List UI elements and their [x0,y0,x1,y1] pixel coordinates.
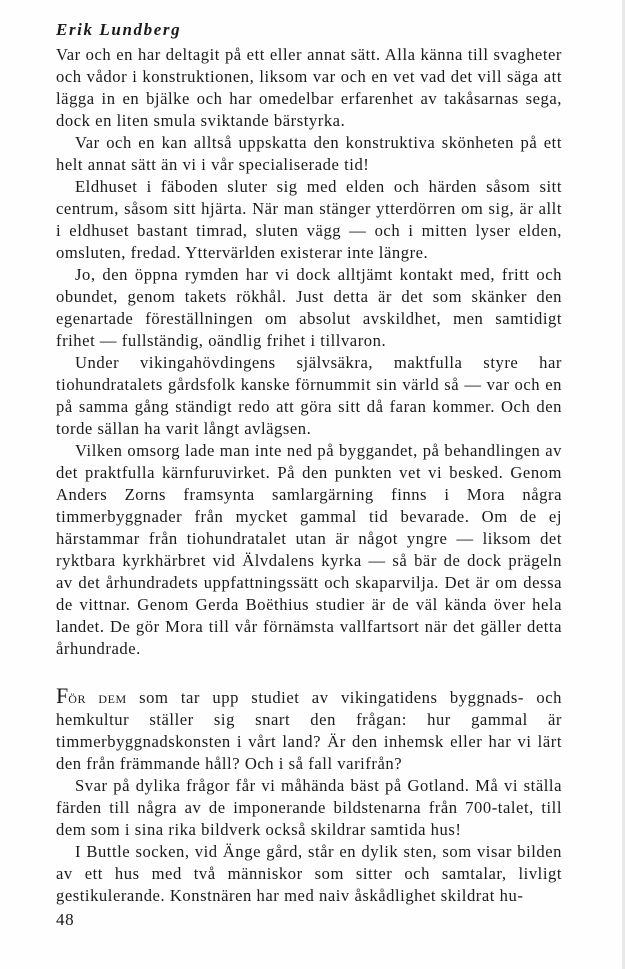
paragraph: Var och en har deltagit på ett eller annat sätt. Alla känna till svagheter och vådor i konstruktionen, liksom var och en vet vad det vill säga att lägga in en bjälke och har omedelbar erfarenhet av takåsarnas sega, dock en liten smula sviktande bärstyrka. [56,45,562,130]
opening-text: som tar upp studiet av vikingatidens byggnads- och hemkultur ställer sig snart den frågan: hur gammal är timmerbyggnadskonsten i vårt land? Är den inhemsk eller har vi lärt den från främmande håll? Och i så fall varifrån? [56,688,562,773]
paragraph: Var och en kan alltså uppskatta den konstruktiva skönheten på ett helt annat sätt än vi i vår specialiserade tid! [56,133,562,174]
section-opening-paragraph [56,685,562,775]
paragraph: Vilken omsorg lade man inte ned på byggandet, på behandlingen av det praktfulla kärnfuruvirket. På den punkten vet vi besked. Genom Anders Zorns framsynta samlargärning finns i Mora några timmerbyggnader från mycket gammal tid bevarade. Om de ej härstammar från tiohundratalet utan är något yngre — liksom det ryktbara kyrkhärbret vid Älvdalens kyrka — så bär de dock prägeln av det århundradets uppfattningssätt och skaparvilja. Det är om dessa de vittnar. Genom Gerda Boëthius studier är de väl kända över hela landet. De gör Mora till vår förnämsta vallfartsort när det gäller detta århundrade. [56,441,562,658]
text-section-2 [56,685,562,907]
paragraph: Svar på dylika frågor får vi måhända bäst på Gotland. Må vi ställa färden till några av de imponerande bildstenarna från 700-talet, till dem som i sina rika bildverk också skildrar samtida hus! [56,776,562,839]
drop-cap: F [56,683,69,708]
paragraph: Under vikingahövdingens självsäkra, maktfulla styre har tiohundratalets gårdsfolk kanske förnummit sin värld så — var och en på samma gång ständigt redo att göra sitt då faran kommer. Och den torde sällan ha varit långt avlägsen. [56,353,562,438]
paragraph: Eldhuset i fäboden sluter sig med elden och härden såsom sitt centrum, såsom sitt hjärta. När man stänger ytterdörren om sig, är allt i eldhuset bastant timrad, sluten vägg — och i mitten lyser elden, omsluten, fredad. Yttervärlden existerar inte längre. [56,177,562,262]
running-head: Erik Lundberg [56,20,182,39]
page-number: 48 [56,910,75,929]
opening-small-caps: ör dem [68,688,127,707]
text-section-1 [56,44,562,660]
paragraph: Jo, den öppna rymden har vi dock alltjämt kontakt med, fritt och obundet, genom takets rökhål. Just detta är det som skänker den egenartade föreställningen om absolut avskildhet, men samtidigt frihet — fullständig, oändlig frihet i tillvaron. [56,265,562,350]
paragraph: I Buttle socken, vid Änge gård, står en dylik sten, som visar bilden av ett hus med två människor som sitter och samtalar, livligt gestikulerande. Konstnären har med naiv åskådlighet skildrat hu- [56,842,562,905]
